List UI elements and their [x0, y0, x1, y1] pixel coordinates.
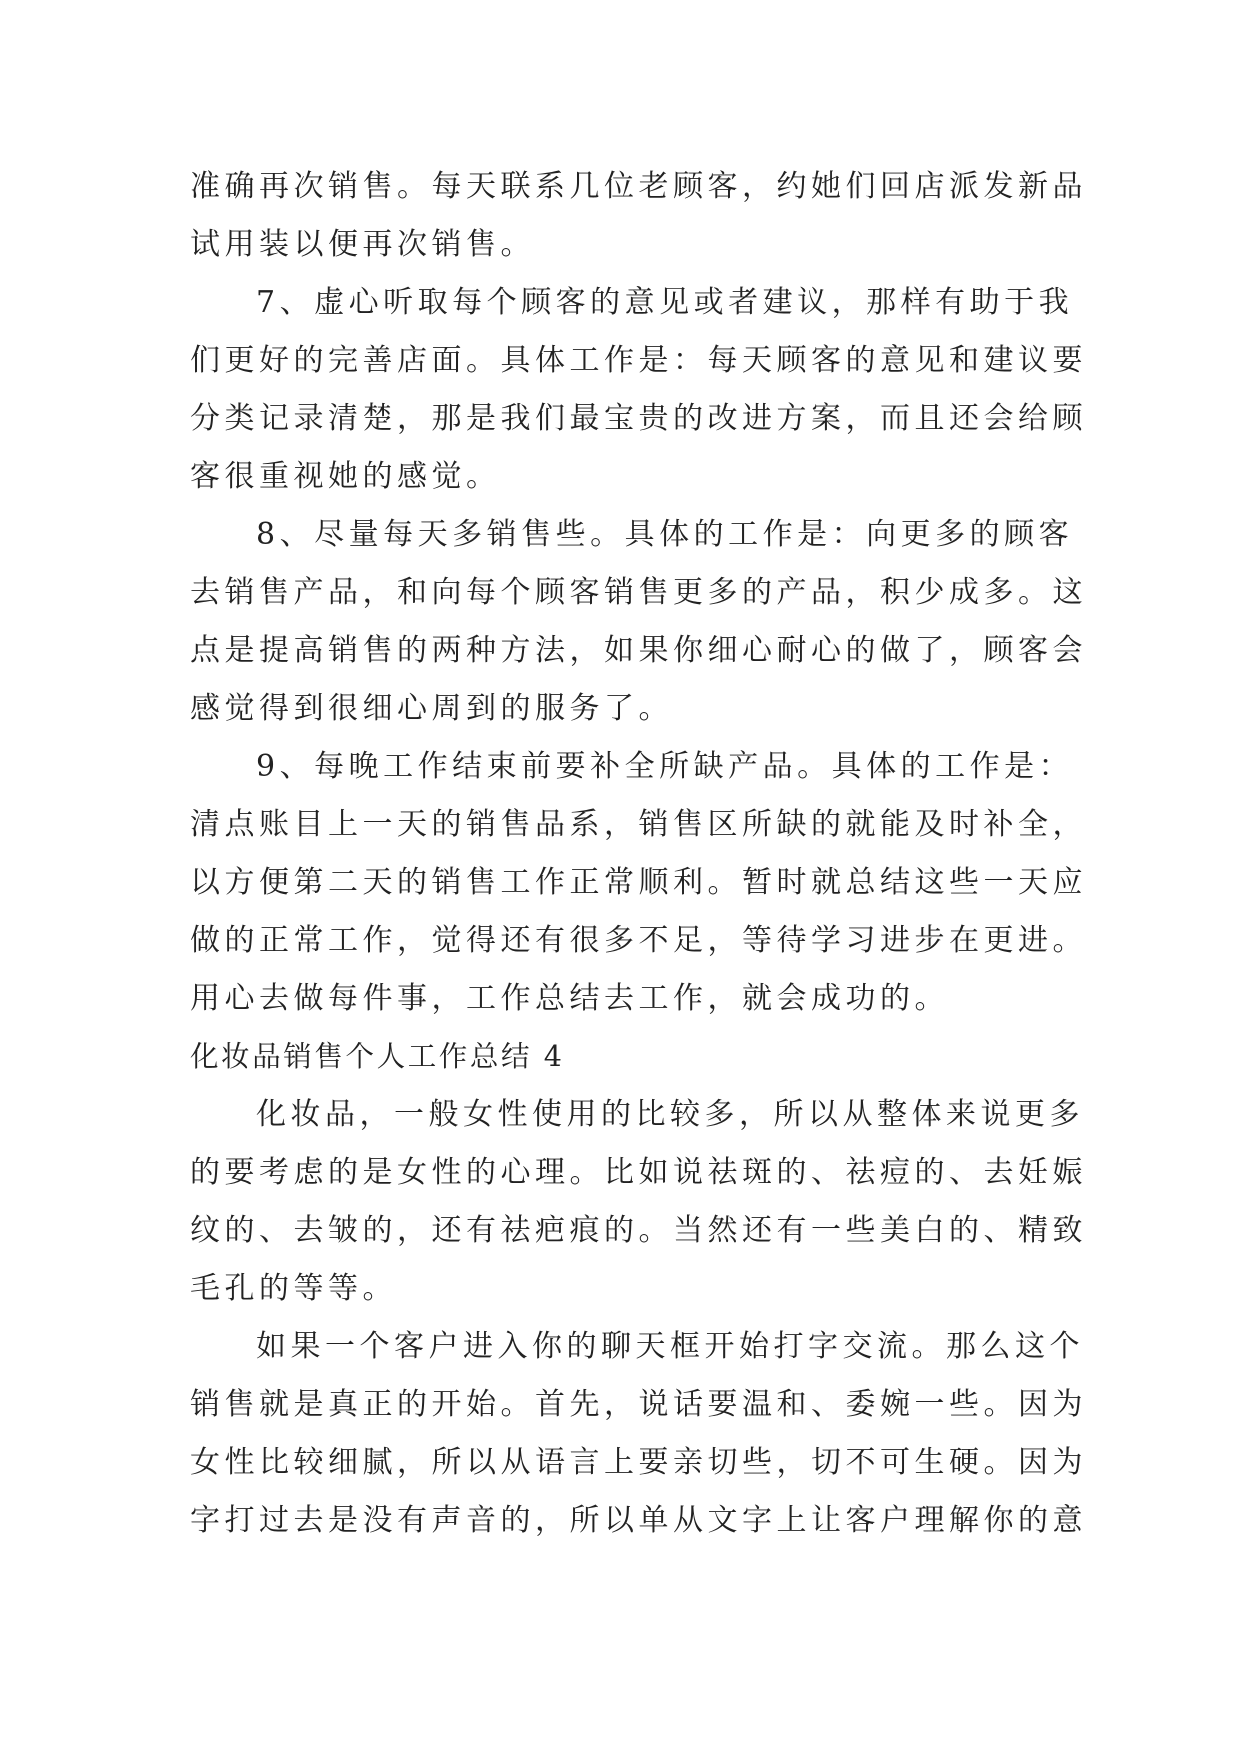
text-line: 分类记录清楚，那是我们最宝贵的改进方案，而且还会给顾: [190, 401, 1087, 436]
text-line: 女性比较细腻，所以从语言上要亲切些，切不可生硬。因为: [190, 1445, 1087, 1480]
text-line: 清点账目上一天的销售品系，销售区所缺的就能及时补全，: [190, 807, 1087, 842]
text-line: 点是提高销售的两种方法，如果你细心耐心的做了，顾客会: [190, 633, 1087, 668]
text-line: 7、虚心听取每个顾客的意见或者建议，那样有助于我: [256, 285, 1074, 320]
text-line: 的要考虑的是女性的心理。比如说祛斑的、祛痘的、去妊娠: [190, 1155, 1087, 1190]
text-line: 毛孔的等等。: [190, 1271, 397, 1306]
text-line: 9、每晚工作结束前要补全所缺产品。具体的工作是：: [256, 749, 1074, 784]
text-line: 纹的、去皱的，还有祛疤痕的。当然还有一些美白的、精致: [190, 1213, 1087, 1248]
text-line: 做的正常工作，觉得还有很多不足，等待学习进步在更进。: [190, 923, 1087, 958]
text-line: 字打过去是没有声音的，所以单从文字上让客户理解你的意: [190, 1503, 1087, 1538]
text-line: 销售就是真正的开始。首先，说话要温和、委婉一些。因为: [190, 1387, 1087, 1422]
text-line: 感觉得到很细心周到的服务了。: [190, 691, 673, 726]
document-body: [190, 158, 1090, 1550]
text-line: 试用装以便再次销售。: [190, 227, 535, 262]
text-line: 准确再次销售。每天联系几位老顾客，约她们回店派发新品: [190, 169, 1087, 204]
text-line: 8、尽量每天多销售些。具体的工作是：向更多的顾客: [256, 517, 1074, 552]
text-line: 如果一个客户进入你的聊天框开始打字交流。那么这个: [256, 1329, 1084, 1364]
text-line: 化妆品，一般女性使用的比较多，所以从整体来说更多: [256, 1097, 1084, 1132]
text-line: 客很重视她的感觉。: [190, 459, 501, 494]
text-line: 去销售产品，和向每个顾客销售更多的产品，积少成多。这: [190, 575, 1087, 610]
text-line: 们更好的完善店面。具体工作是：每天顾客的意见和建议要: [190, 343, 1087, 378]
text-line: 用心去做每件事，工作总结去工作，就会成功的。: [190, 981, 949, 1016]
text-line: 以方便第二天的销售工作正常顺利。暂时就总结这些一天应: [190, 865, 1087, 900]
section-heading: 化妆品销售个人工作总结 4: [190, 1040, 565, 1073]
